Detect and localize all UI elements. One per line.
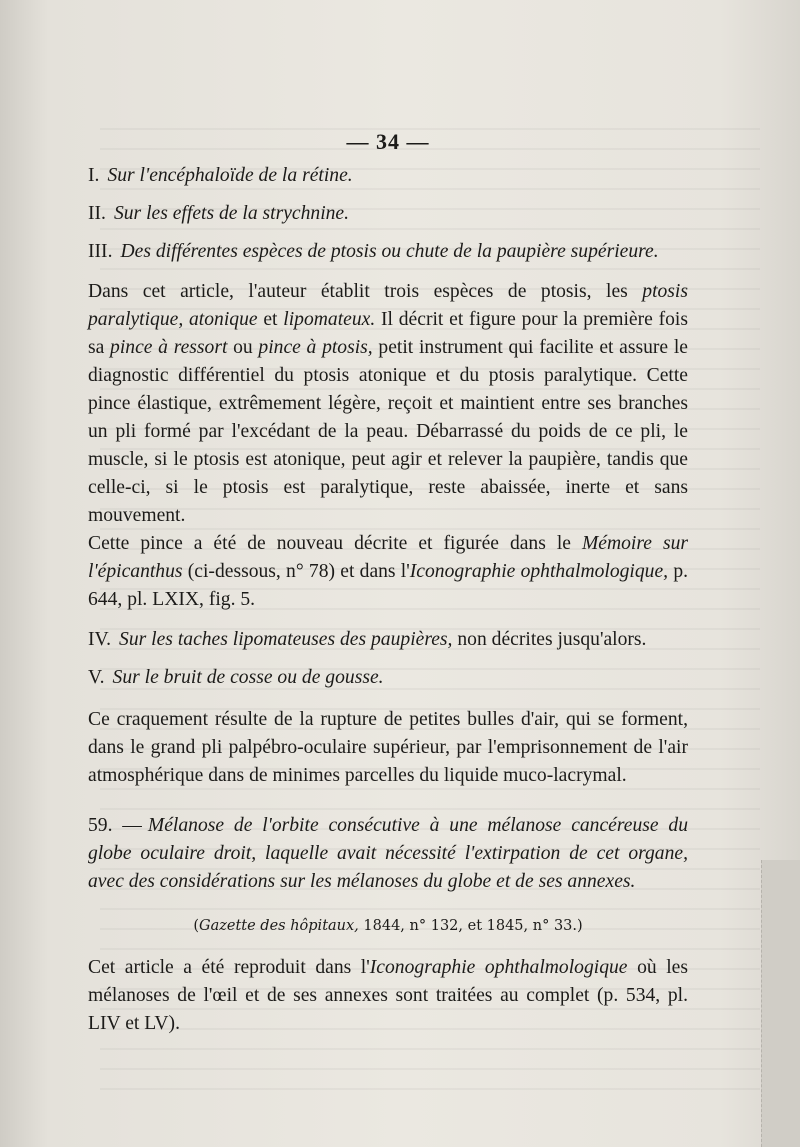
page-body bbox=[88, 128, 688, 1038]
item-ptosis: III. Des différentes espèces de ptosis ou chute de la paupière supérieure. bbox=[88, 241, 659, 262]
citation: (Gazette des hôpitaux, 1844, n° 132, et 1845, n° 33.) bbox=[193, 917, 583, 934]
item-bruit-de-cosse: V. Sur le bruit de cosse ou de gousse. bbox=[88, 667, 384, 688]
page-edge-strip bbox=[761, 860, 800, 1147]
paragraph-reproduit: Cet article a été reproduit dans l'Iconographie ophthalmologique où les mélanoses de l'œil et de ses annexes sont traitées au complet (p. 534, pl. LIV et LV). bbox=[88, 956, 689, 1034]
paragraph-pince: Cette pince a été de nouveau décrite et figurée dans le Mémoire sur l'épicanthus (ci-dessous, n° 78) et dans l'Iconographie ophthalmologique, p. 644, pl. LXIX, fig. 5. bbox=[88, 533, 689, 610]
item-encephaloide: I. Sur l'encéphaloïde de la rétine. bbox=[88, 165, 353, 186]
entry-59: 59. — Mélanose de l'orbite consécutive à une mélanose cancéreuse du globe oculaire droit, laquelle avait nécessité l'extirpation de cet organe, avec des considérations sur les mélanoses du globe et de ses annexes. bbox=[88, 815, 688, 892]
paragraph-ptosis: Dans cet article, l'auteur établit trois espèces de ptosis, les ptosis paralytique, atonique et lipomateux. Il décrit et figure pour la première fois sa pince à ressort ou pince à ptosis, petit instrument qui facilite et assure le diagnostic différentiel du ptosis atonique et du ptosis paralytique. Cette pince élastique, extrêmement légère, reçoit et maintient entre ses branches un pli formé par l'excédant de la peau. Débarrassé du poids de ce pli, le muscle, si le ptosis est atonique, peut agir et relever la paupière, tandis que celle-ci, si le ptosis est paralytique, reste abaissée, inerte et sans mouvement. bbox=[88, 281, 688, 526]
paragraph-craquement: Ce craquement résulte de la rupture de petites bulles d'air, qui se forment, dans le grand pli palpébro-oculaire supérieur, par l'emprisonnement de l'air atmosphérique dans de minimes parcelles du liquide muco-lacrymal. bbox=[88, 709, 688, 786]
page-number: — 34 — bbox=[346, 129, 430, 154]
item-taches-lipomateuses: IV. Sur les taches lipomateuses des paupières, non décrites jusqu'alors. bbox=[88, 629, 647, 650]
item-strychnine: II. Sur les effets de la strychnine. bbox=[88, 203, 350, 224]
